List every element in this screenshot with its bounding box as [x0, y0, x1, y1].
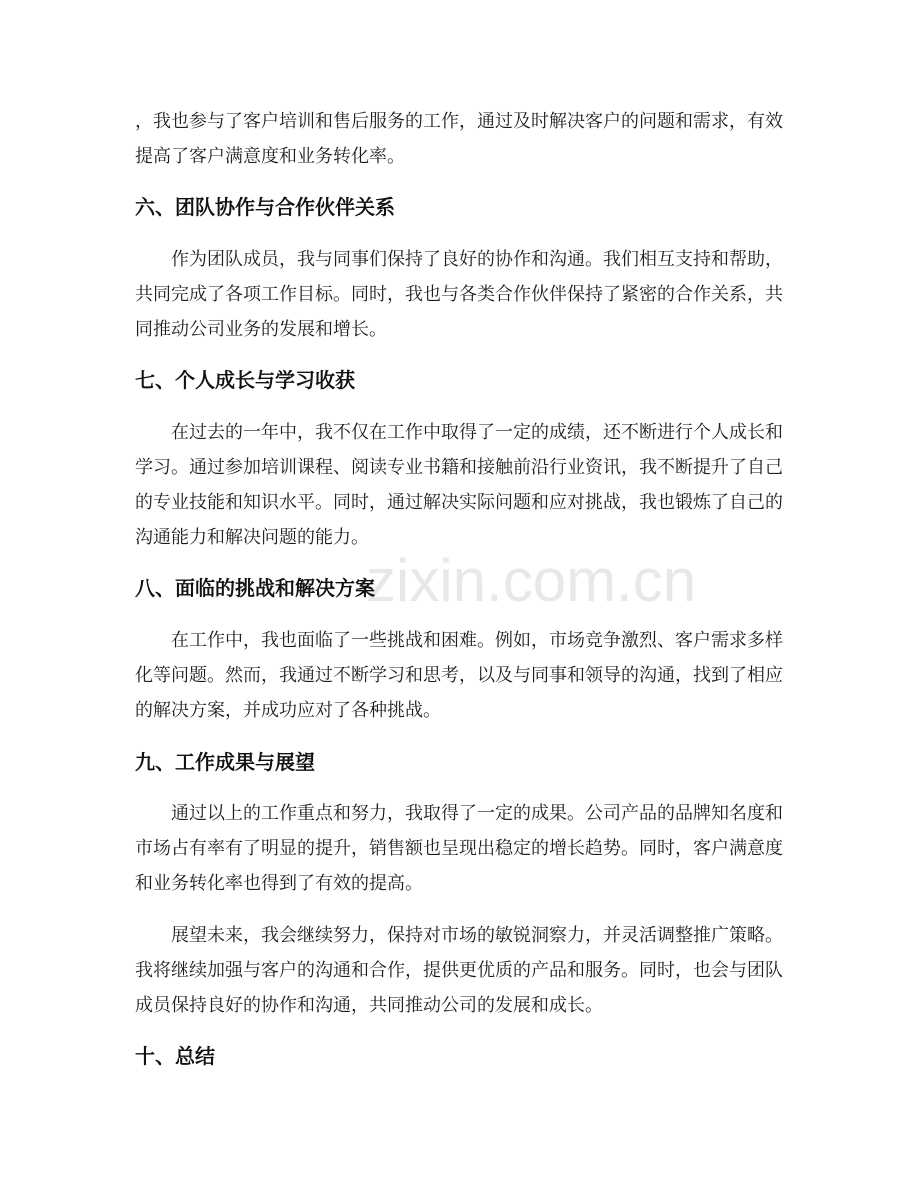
- paragraph-line: 的解决方案，并成功应对了各种挑战。: [135, 700, 441, 722]
- section-heading-challenges: 八、面临的挑战和解决方案: [135, 576, 375, 601]
- paragraph-line: 提高了客户满意度和业务转化率。: [135, 145, 405, 167]
- section-heading-team-collaboration: 六、团队协作与合作伙伴关系: [135, 195, 395, 220]
- paragraph-line: 共同完成了各项工作目标。同时，我也与各类合作伙伴保持了紧密的合作关系，共: [135, 283, 783, 305]
- paragraph-line: 通过以上的工作重点和努力，我取得了一定的成果。公司产品的品牌知名度和: [171, 803, 783, 825]
- paragraph-line: 在过去的一年中，我不仅在工作中取得了一定的成绩，还不断进行个人成长和: [171, 421, 783, 443]
- document-body: [135, 104, 785, 1092]
- paragraph-line: 学习。通过参加培训课程、阅读专业书籍和接触前沿行业资讯，我不断提升了自己: [135, 456, 783, 478]
- paragraph: [135, 415, 785, 555]
- paragraph-line: 沟通能力和解决问题的能力。: [135, 526, 369, 548]
- paragraph: [135, 796, 785, 901]
- section-heading-summary: 十、总结: [135, 1044, 215, 1069]
- paragraph-line: 我将继续加强与客户的沟通和合作，提供更优质的产品和服务。同时，也会与团队: [135, 959, 783, 981]
- paragraph-line: 作为团队成员，我与同事们保持了良好的协作和沟通。我们相互支持和帮助，: [171, 248, 783, 270]
- paragraph-line: 同推动公司业务的发展和增长。: [135, 318, 387, 340]
- paragraph-line: 展望未来，我会继续努力，保持对市场的敏锐洞察力，并灵活调整推广策略。: [171, 924, 783, 946]
- paragraph-line: 市场占有率有了明显的提升，销售额也呈现出稳定的增长趋势。同时，客户满意度: [135, 838, 783, 860]
- paragraph-line: ，我也参与了客户培训和售后服务的工作，通过及时解决客户的问题和需求，有效: [135, 110, 783, 132]
- paragraph-line: 化等问题。然而，我通过不断学习和思考，以及与同事和领导的沟通，找到了相应: [135, 665, 783, 687]
- paragraph-line: 成员保持良好的协作和沟通，共同推动公司的发展和成长。: [135, 994, 603, 1016]
- paragraph-line: 和业务转化率也得到了有效的提高。: [135, 873, 423, 895]
- paragraph: [135, 242, 785, 347]
- paragraph-line: 在工作中，我也面临了一些挑战和困难。例如，市场竞争激烈、客户需求多样: [171, 630, 783, 652]
- paragraph: [135, 918, 785, 1023]
- paragraph: [135, 623, 785, 728]
- paragraph-line: 的专业技能和知识水平。同时，通过解决实际问题和应对挑战，我也锻炼了自己的: [135, 491, 783, 513]
- watermark-logo: zixin.com.cn: [366, 547, 697, 614]
- section-heading-personal-growth: 七、个人成长与学习收获: [135, 368, 355, 393]
- paragraph-continuation: [135, 104, 785, 174]
- section-heading-results-outlook: 九、工作成果与展望: [135, 749, 315, 774]
